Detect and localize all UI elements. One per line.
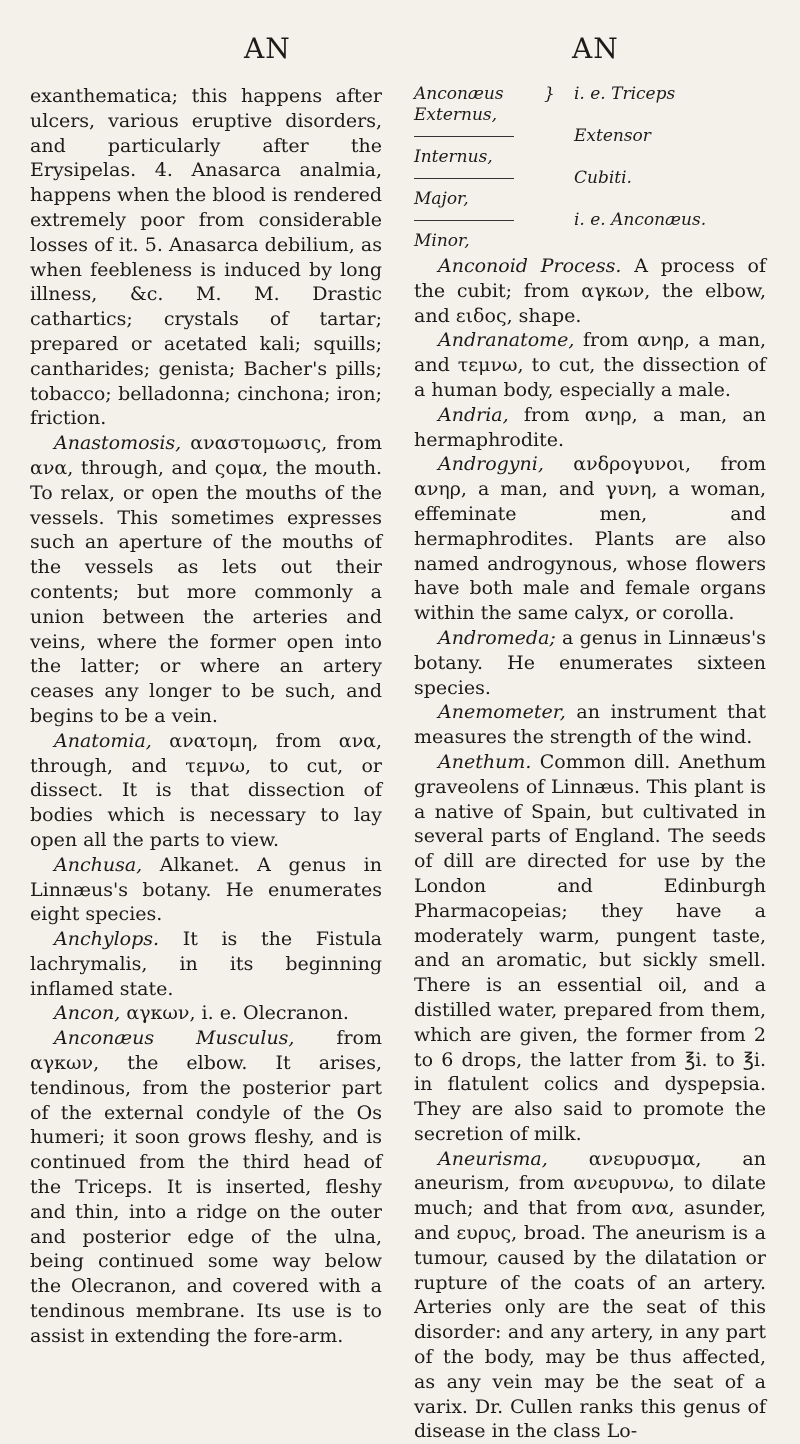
entry-text: Common dill. Anethum graveolens of Linnæus. This plant is a native of Spain, but cultivated in several parts of England. The seeds of dill are directed for use by the London and Edinburgh Pharmacopeias; they have a moderately warm, pungent taste, and an aromatic, but sickly smell. There is an essential oil, and a distilled water, prepared from them, which are given, the former from 2 to 6 drops, the latter from ℥i. to ℥i. in flatulent colics and dyspepsia. They are also said to promote the secretion of milk. (414, 750, 766, 1145)
table-cell: Internus, (414, 126, 544, 168)
right-column (414, 84, 766, 1444)
entry-head: Anastomosis, (54, 432, 182, 455)
entry-text: from αγκων, the elbow. It arises, tendinous, from the posterior part of the external condyle of the Os humeri; it soon grows fleshy, and is continued from the third head of the Triceps. It is inserted, fleshy and thin, into a ridge on the outer and posterior edge of the ulna, being continued some way below the Olecranon, and covered with a tendinous membrane. Its use is to assist in extending the fore-arm. (30, 1027, 382, 1347)
entry-anconaeus-musculus (30, 1026, 382, 1348)
entry-text: a genus in Linnæus's botany. He enumerates sixteen species. (414, 626, 766, 699)
entry-head: Anchusa, (54, 853, 143, 876)
table-cell: i. e. Triceps (574, 84, 676, 104)
running-head-left: AN (244, 32, 291, 65)
entry-text: ανδρογυνοι, from ανηρ, a man, and γυνη, a woman, effeminate men, and hermaphrodites. Plants are also named androgynous, whose flowers have both male and female organs within the same calyx, or corolla. (414, 453, 766, 625)
ditto-rule (414, 136, 514, 137)
entry-andromeda (414, 626, 766, 700)
entry-text: ανευρυσμα, an aneurism, from ανευρυνω, to dilate much; and that from ανα, asunder, and ευρυς, broad. The aneurism is a tumour, caused by the dilatation or rupture of the coats of an artery. Arteries only are the seat of this disorder: and any artery, in any part of the body, may be thus affected, as any vein may be the seat of a varix. Dr. Cullen ranks this genus of disease in the class Lo- (414, 1147, 766, 1443)
entry-text: αγκων, i. e. Olecranon. (120, 1002, 349, 1025)
entry-text: A process of the cubit; from αγκων, the elbow, and ειδος, shape. (414, 255, 766, 327)
entry-text: from ανηρ, a man, and τεμνω, to cut, the dissection of a human body, especially a male. (414, 329, 766, 401)
entry-anchusa (30, 853, 382, 927)
entry-ancon (30, 1001, 382, 1026)
table-cell: Minor, (414, 210, 544, 252)
entry-head: Aneurisma, (438, 1147, 548, 1170)
table-row (414, 168, 766, 210)
entry-anethum (414, 750, 766, 1147)
table-cell: i. e. Anconæus. (574, 210, 707, 230)
entry-anemometer (414, 700, 766, 750)
ditto-rule (414, 178, 514, 179)
entry-anconoid-process (414, 254, 766, 328)
entry-andria (414, 403, 766, 453)
entry-text: Alkanet. A genus in Linnæus's botany. He enumerates eight species. (30, 853, 382, 926)
entry-head: Anchylops. (54, 928, 160, 951)
entry-head: Anethum. (438, 750, 532, 773)
entry-anatomia (30, 729, 382, 853)
entry-head: Androgyni, (438, 453, 544, 476)
left-column (30, 84, 382, 1349)
entry-head: Anatomia, (54, 729, 152, 752)
anconaeus-table (414, 84, 766, 252)
brace: } (544, 84, 555, 104)
entry-androgyni (414, 452, 766, 626)
entry-head: Andria, (438, 403, 509, 426)
entry-text: from ανηρ, a man, an hermaphrodite. (414, 403, 766, 451)
entry-aneurisma (414, 1147, 766, 1444)
ditto-rule (414, 220, 514, 221)
table-row (414, 126, 766, 168)
entry-head: Ancon, (54, 1002, 121, 1025)
entry-text: an instrument that measures the strength of the wind. (414, 701, 766, 749)
table-cell: Anconæus Externus, (414, 84, 504, 125)
entry-continuation (30, 84, 382, 431)
entry-text: ανατομη, from ανα, through, and τεμνω, to cut, or dissect. It is that dissection of bodies which is necessary to lay open all the parts to view. (30, 729, 382, 851)
entry-head: Anconoid Process. (438, 255, 622, 277)
table-cell: Cubiti. (574, 168, 632, 188)
entry-text: exanthematica; this happens after ulcers, various eruptive disorders, and particularly after the Erysipelas. 4. Anasarca analmia, happens when the blood is rendered extremely poor from considerable losses of it. 5. Anasarca debilium, as when feebleness is induced by long illness, &c. M. M. Drastic cathartics; crystals of tartar; prepared or acetated kali; squills; cantharides; genista; Bacher's pills; tobacco; belladonna; cinchona; iron; friction. (30, 85, 382, 430)
entry-head: Andromeda; (438, 626, 556, 649)
table-row (414, 84, 766, 126)
table-cell: Major, (414, 168, 544, 210)
entry-head: Anconæus Musculus, (54, 1027, 295, 1050)
running-head-right: AN (572, 32, 619, 65)
entry-head: Andranatome, (438, 329, 575, 352)
entry-anchylops (30, 927, 382, 1001)
table-cell: Extensor (574, 126, 651, 146)
table-row (414, 210, 766, 252)
entry-anastomosis (30, 431, 382, 729)
entry-text: It is the Fistula lachrymalis, in its beginning inflamed state. (30, 928, 382, 1000)
entry-head: Anemometer, (438, 701, 566, 724)
entry-text: αναστομωσις, from ανα, through, and ςομα, the mouth. To relax, or open the mouths of the vessels. This sometimes expresses such an aperture of the mouths of the vessels as lets out their contents; but more commonly a union between the arteries and veins, where the former open into the latter; or where an artery ceases any longer to be such, and begins to be a vein. (30, 432, 382, 727)
entry-andranatome (414, 328, 766, 402)
